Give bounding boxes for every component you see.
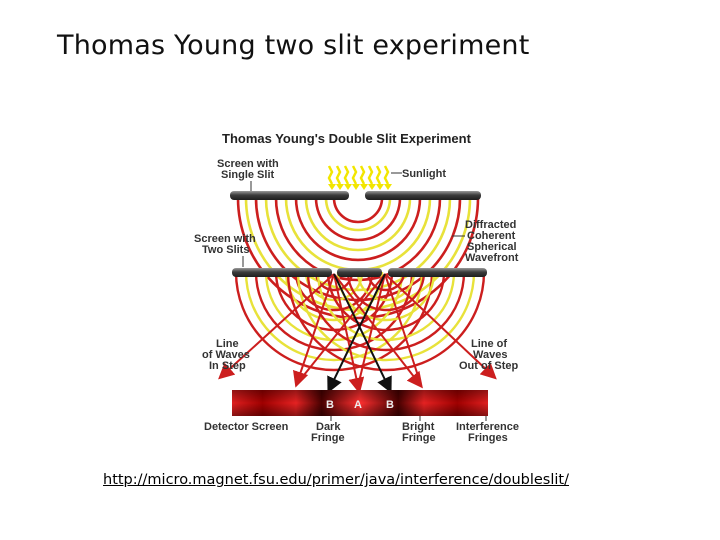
label-line-in-step-1: Line — [216, 338, 239, 350]
label-diffracted-4: Wavefront — [465, 252, 519, 264]
source-link[interactable]: http://micro.magnet.fsu.edu/primer/java/interference/doubleslit/ — [103, 472, 569, 488]
point-a: A — [354, 399, 362, 411]
label-detector-screen: Detector Screen — [204, 421, 289, 433]
double-slit-screen-left — [232, 268, 332, 277]
label-line-out-step-1: Line of — [471, 338, 508, 350]
label-interference-1: Interference — [456, 421, 519, 433]
slide-title: Thomas Young two slit experiment — [57, 30, 530, 61]
label-screen-single-slit-1: Screen with — [217, 158, 279, 170]
label-interference-2: Fringes — [468, 432, 508, 444]
sunlight-arrows — [329, 166, 388, 184]
single-slit-screen-right — [365, 191, 481, 200]
double-slit-screen-right — [388, 268, 487, 277]
label-bright-fringe-1: Bright — [402, 421, 435, 433]
label-diffracted-1: Diffracted — [465, 219, 517, 231]
point-b-right: B — [386, 399, 394, 411]
label-dark-fringe-2: Fringe — [311, 432, 345, 444]
label-line-in-step-3: In Step — [209, 360, 246, 372]
label-diffracted-3: Spherical — [467, 241, 517, 253]
label-dark-fringe-1: Dark — [316, 421, 341, 433]
label-line-out-step-3: Out of Step — [459, 360, 519, 372]
label-screen-single-slit-2: Single Slit — [221, 169, 275, 181]
double-slit-diagram — [188, 124, 533, 449]
point-b-left: B — [326, 399, 334, 411]
label-screen-two-slits-2: Two Slits — [202, 244, 250, 256]
label-bright-fringe-2: Fringe — [402, 432, 436, 444]
diagram-title: Thomas Young's Double Slit Experiment — [222, 131, 471, 146]
sunlight-arrowheads — [328, 184, 392, 190]
double-slit-screen-middle — [337, 268, 382, 277]
label-sunlight: Sunlight — [402, 168, 446, 180]
label-line-out-step-2: Waves — [473, 349, 508, 361]
single-slit-screen-left — [230, 191, 349, 200]
label-screen-two-slits-1: Screen with — [194, 233, 256, 245]
label-line-in-step-2: of Waves — [202, 349, 250, 361]
label-diffracted-2: Coherent — [467, 230, 516, 242]
